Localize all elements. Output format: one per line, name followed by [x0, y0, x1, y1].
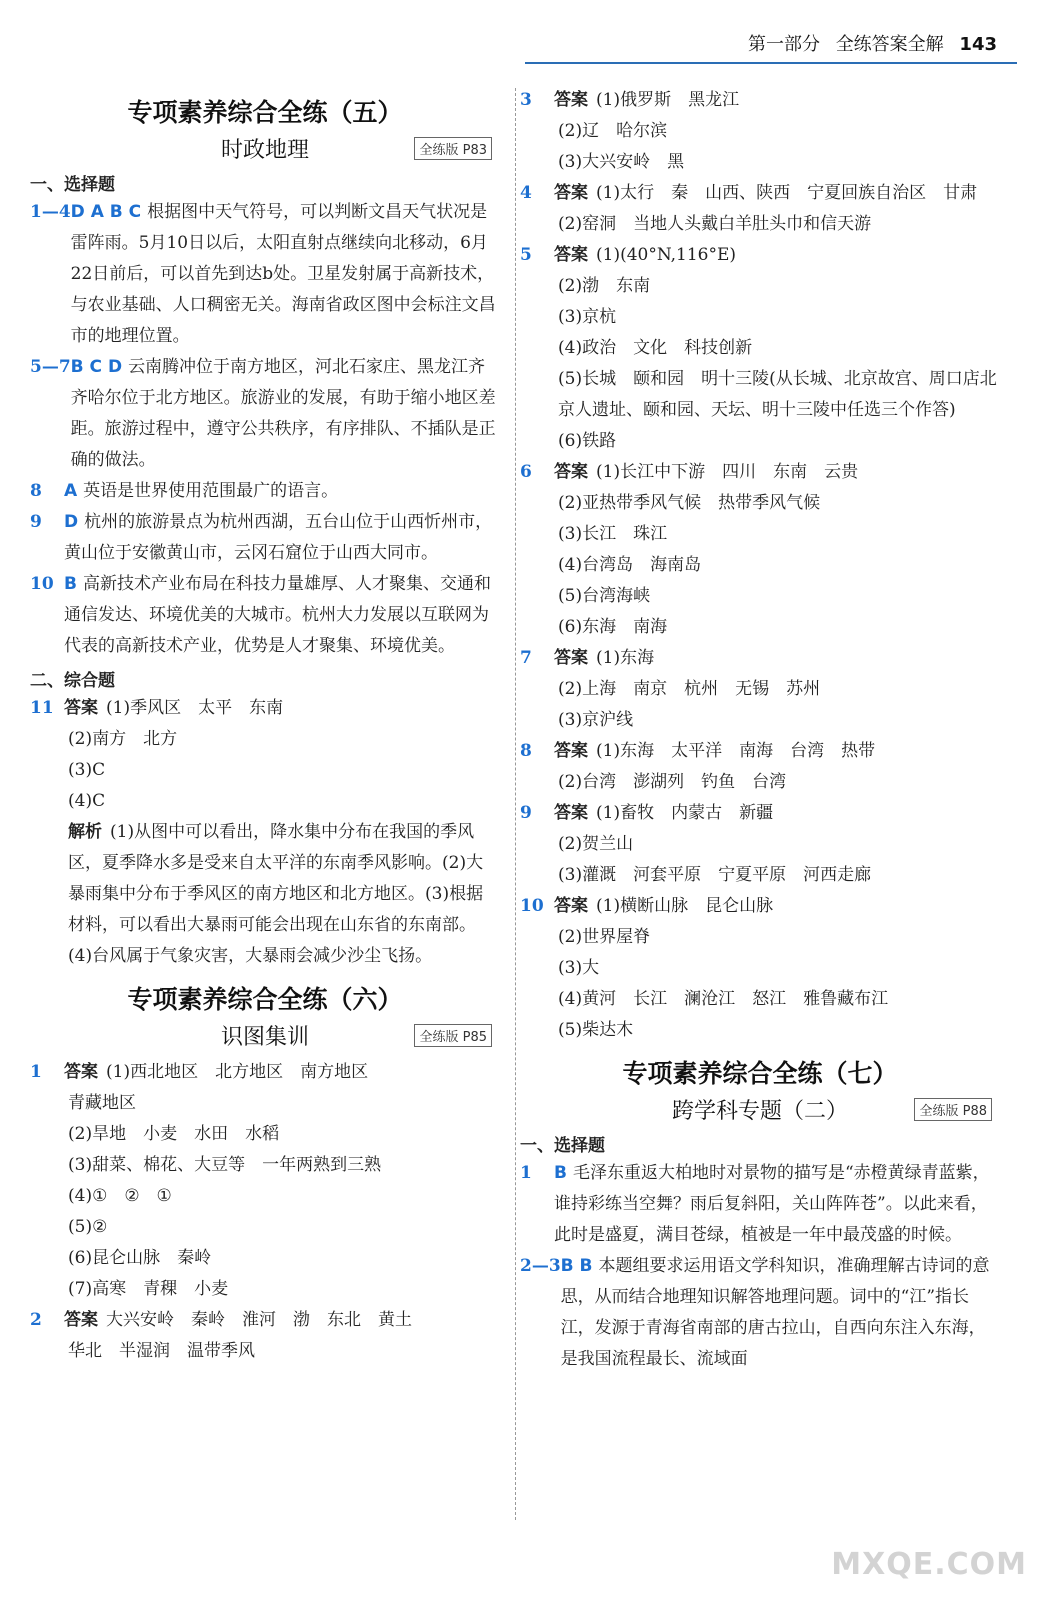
answer-line: (3)大 — [558, 958, 600, 978]
question-number: 9 — [520, 803, 532, 823]
answer-line: (6)铁路 — [558, 431, 617, 451]
answer-item — [520, 240, 1000, 271]
answer-line: (3)京沪线 — [558, 710, 634, 730]
right-column — [520, 85, 1000, 1375]
question-number: 1—4 — [30, 202, 71, 222]
answer-line: (3)京杭 — [558, 307, 617, 327]
answer-line: (2)辽 哈尔滨 — [558, 121, 668, 141]
answer-line: (2)渤 东南 — [558, 276, 651, 296]
answer-badge: 答案 — [554, 741, 588, 761]
answer-line: (2)南方 北方 — [68, 729, 178, 749]
answer-item — [30, 476, 500, 507]
answer-line: (3)灌溉 河套平原 宁夏平原 河西走廊 — [558, 865, 872, 885]
answer-line: (4)① ② ① — [68, 1186, 172, 1206]
question-number: 5 — [520, 245, 532, 265]
category-heading: 二、综合题 — [30, 671, 115, 691]
answer-item — [30, 1057, 500, 1088]
question-number: 1 — [520, 1163, 532, 1183]
analysis-text: (1)从图中可以看出，降水集中分布在我国的季风区，夏季降水多是受来自太平洋的东南季风影响。(2)大暴雨集中分布于季风区的南方地区和北方地区。(3)根据材料，可以看出大暴雨可能会出现在山东省的东南部。(4)台风属于气象灾害，大暴雨会减少沙尘飞扬。 — [68, 822, 484, 966]
question-number: 2 — [30, 1310, 42, 1330]
section-title: 专项素养综合全练（六） — [127, 985, 403, 1014]
answer-text: (1)畜牧 内蒙古 新疆 — [596, 803, 774, 823]
answer-letters: D — [64, 512, 79, 532]
answer-item — [30, 1305, 500, 1336]
header-part: 第一部分 — [747, 34, 820, 55]
answer-item — [30, 352, 500, 476]
answer-badge: 答案 — [554, 803, 588, 823]
page-ref: 全练版 P85 — [414, 1024, 492, 1047]
answer-letters: B B — [560, 1256, 593, 1276]
answer-text: 大兴安岭 秦岭 淮河 渤 东北 黄土 — [106, 1310, 412, 1330]
question-number: 10 — [30, 574, 54, 594]
header-title: 全练答案全解 — [835, 34, 944, 55]
section-subtitle-row — [520, 1094, 1000, 1125]
question-number: 2—3 — [520, 1256, 561, 1276]
question-number: 8 — [30, 481, 42, 501]
answer-badge: 答案 — [554, 648, 588, 668]
answer-line: (2)上海 南京 杭州 无锡 苏州 — [558, 679, 821, 699]
answer-item — [520, 1158, 1000, 1251]
section-subtitle-row — [30, 133, 500, 164]
answer-letters: A — [64, 481, 78, 501]
section-title: 专项素养综合全练（五） — [127, 98, 403, 127]
answer-line: (6)东海 南海 — [558, 617, 668, 637]
answer-item — [520, 798, 1000, 829]
answer-item — [520, 178, 1000, 209]
answer-letters: B — [64, 574, 77, 594]
page-number: 143 — [959, 34, 997, 55]
answer-badge: 答案 — [554, 183, 588, 203]
answer-line: (2)贺兰山 — [558, 834, 634, 854]
answer-text: 毛泽东重返大柏地时对景物的描写是“赤橙黄绿青蓝紫，谁持彩练当空舞？雨后复斜阳，关山阵阵苍”。以此来看，此时是盛夏，满目苍绿，植被是一年中最茂盛的时候。 — [554, 1163, 990, 1245]
answer-line: (4)政治 文化 科技创新 — [558, 338, 753, 358]
section-subtitle: 跨学科专题（二） — [671, 1099, 848, 1124]
answer-text: (1)太行 秦 山西、陕西 宁夏回族自治区 甘肃 — [596, 183, 978, 203]
answer-line: (5)台湾海峡 — [558, 586, 651, 606]
answer-badge: 答案 — [554, 462, 588, 482]
answer-line: (5)长城 颐和园 明十三陵(从长城、北京故宫、周口店北京人遗址、颐和园、天坛、明十三陵中任选三个作答) — [558, 369, 997, 420]
answer-line: (2)旱地 小麦 水田 水稻 — [68, 1124, 280, 1144]
section-subtitle: 时政地理 — [220, 138, 309, 163]
page-header — [738, 30, 997, 56]
answer-text: (1)季风区 太平 东南 — [106, 698, 284, 718]
answer-line: 华北 半湿润 温带季风 — [68, 1341, 255, 1361]
answer-text: 高新技术产业布局在科技力量雄厚、人才聚集、交通和通信发达、环境优美的大城市。杭州大力发展以互联网为代表的高新技术产业，优势是人才聚集、环境优美。 — [64, 574, 491, 656]
answer-line: (6)昆仑山脉 秦岭 — [68, 1248, 212, 1268]
answer-line: (2)窑洞 当地人头戴白羊肚头巾和信天游 — [558, 214, 872, 234]
answer-text: 英语是世界使用范围最广的语言。 — [83, 481, 339, 501]
answer-line: (2)亚热带季风气候 热带季风气候 — [558, 493, 821, 513]
answer-line: (4)C — [68, 791, 106, 811]
answer-text: (1)横断山脉 昆仑山脉 — [596, 896, 774, 916]
category-heading: 一、选择题 — [520, 1136, 605, 1156]
answer-line: (5)柴达木 — [558, 1020, 634, 1040]
answer-badge: 答案 — [554, 896, 588, 916]
question-number: 10 — [520, 896, 544, 916]
analysis-badge: 解析 — [68, 822, 102, 842]
question-number: 5—7 — [30, 357, 71, 377]
answer-line: (7)高寒 青稞 小麦 — [68, 1279, 229, 1299]
answer-item — [30, 693, 500, 724]
question-number: 8 — [520, 741, 532, 761]
answer-item — [30, 569, 500, 662]
category-heading: 一、选择题 — [30, 175, 115, 195]
answer-letters: B — [554, 1163, 567, 1183]
answer-line: (3)大兴安岭 黑 — [558, 152, 685, 172]
answer-badge: 答案 — [64, 1310, 98, 1330]
analysis-line — [30, 817, 500, 972]
answer-line: (3)甜菜、棉花、大豆等 一年两熟到三熟 — [68, 1155, 382, 1175]
answer-text: (1)长江中下游 四川 东南 云贵 — [596, 462, 859, 482]
answer-text: (1)东海 — [596, 648, 655, 668]
answer-badge: 答案 — [64, 1062, 98, 1082]
question-number: 7 — [520, 648, 532, 668]
answer-badge: 答案 — [64, 698, 98, 718]
answer-text: 根据图中天气符号，可以判断文昌天气状况是雷阵雨。5月10日以后，太阳直射点继续向北移动，6月22日前后，可以首先到达b处。卫星发射属于高新技术，与农业基础、人口稠密无关。海南省政区图中会标注文昌市的地理位置。 — [70, 202, 496, 346]
answer-letters: B C D — [70, 357, 123, 377]
answer-text: (1)西北地区 北方地区 南方地区 — [106, 1062, 369, 1082]
answer-item — [520, 891, 1000, 922]
question-number: 9 — [30, 512, 42, 532]
answer-badge: 答案 — [554, 245, 588, 265]
question-number: 4 — [520, 183, 532, 203]
answer-text: (1)东海 太平洋 南海 台湾 热带 — [596, 741, 876, 761]
answer-item — [520, 457, 1000, 488]
answer-line: (2)世界屋脊 — [558, 927, 651, 947]
answer-text: 杭州的旅游景点为杭州西湖，五台山位于山西忻州市，黄山位于安徽黄山市，云冈石窟位于山西大同市。 — [64, 512, 493, 563]
answer-text: (1)(40°N,116°E) — [596, 245, 737, 265]
answer-text: 云南腾冲位于南方地区，河北石家庄、黑龙江齐齐哈尔位于北方地区。旅游业的发展，有助于缩小地区差距。旅游过程中，遵守公共秩序，有序排队、不插队是正确的做法。 — [70, 357, 496, 470]
answer-item — [520, 643, 1000, 674]
answer-line: 青藏地区 — [68, 1093, 136, 1113]
answer-item — [30, 197, 500, 352]
page-ref: 全练版 P83 — [414, 137, 492, 160]
page-ref: 全练版 P88 — [914, 1098, 992, 1121]
section-subtitle: 识图集训 — [220, 1025, 309, 1050]
question-number: 11 — [30, 698, 54, 718]
question-number: 6 — [520, 462, 532, 482]
answer-text: 本题组要求运用语文学科知识，准确理解古诗词的意思，从而结合地理知识解答地理问题。词中的“江”指长江，发源于青海省南部的唐古拉山，自西向东注入东海，是我国流程最长、流域面 — [560, 1256, 990, 1369]
question-number: 3 — [520, 90, 532, 110]
column-divider — [515, 88, 516, 1520]
answer-item — [520, 736, 1000, 767]
question-number: 1 — [30, 1062, 42, 1082]
answer-item — [30, 507, 500, 569]
section-title: 专项素养综合全练（七） — [622, 1059, 898, 1088]
answer-item — [520, 1251, 1000, 1375]
answer-line: (3)C — [68, 760, 106, 780]
answer-line: (2)台湾 澎湖列 钓鱼 台湾 — [558, 772, 787, 792]
answer-letters: D A B C — [70, 202, 142, 222]
answer-text: (1)俄罗斯 黑龙江 — [596, 90, 740, 110]
header-rule — [525, 62, 1017, 64]
answer-item — [520, 85, 1000, 116]
answer-line: (3)长江 珠江 — [558, 524, 668, 544]
answer-badge: 答案 — [554, 90, 588, 110]
watermark: MXQE.COM — [831, 1547, 1027, 1582]
left-column — [30, 85, 500, 1367]
answer-line: (4)台湾岛 海南岛 — [558, 555, 702, 575]
answer-line: (5)② — [68, 1217, 108, 1237]
section-subtitle-row — [30, 1020, 500, 1051]
answer-line: (4)黄河 长江 澜沧江 怒江 雅鲁藏布江 — [558, 989, 889, 1009]
